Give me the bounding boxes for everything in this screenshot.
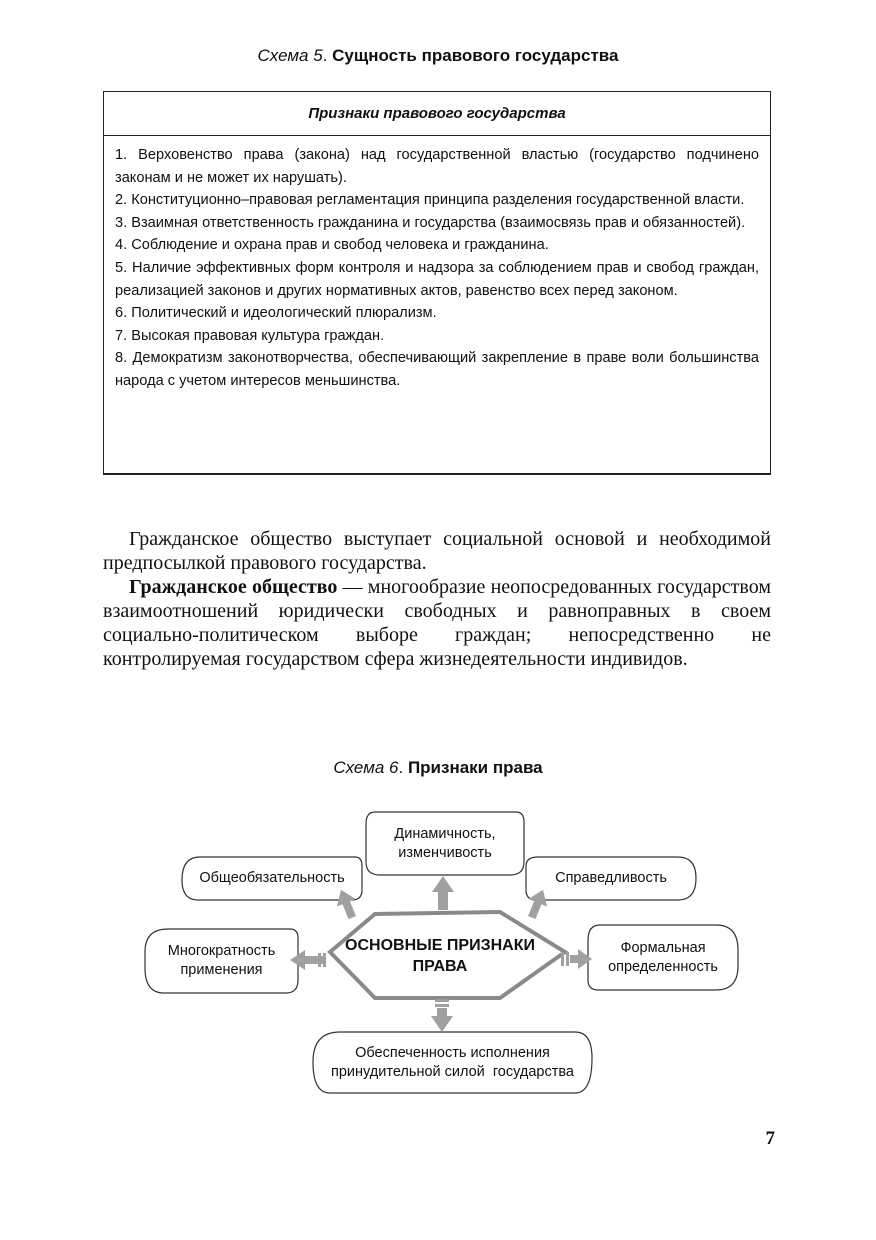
table-body xyxy=(104,136,770,393)
feature-item: 3. Взаимная ответственность гражданина и государства (взаимосвязь прав и обязанностей). xyxy=(115,214,746,231)
scheme6-label: Схема 6 xyxy=(333,758,399,777)
feature-item: 7. Высокая правовая культура граждан. xyxy=(115,327,385,344)
node-bottom-line2: принудительной силой государства xyxy=(331,1064,574,1080)
feature-item: 2. Конституционно–правовая регламентация принципа разделения государственной власти. xyxy=(115,192,745,209)
paragraph-2 xyxy=(103,575,771,671)
scheme5-label: Схема 5 xyxy=(257,46,323,65)
node-right-line2: определенность xyxy=(608,958,718,975)
center-label-line1: ОСНОВНЫЕ ПРИЗНАКИ xyxy=(345,937,535,954)
center-label-line2: ПРАВА xyxy=(412,958,468,975)
node-bottom-line1: Обеспеченность исполнения xyxy=(355,1045,550,1061)
scheme5-sep: . xyxy=(322,46,333,65)
definition-term: Гражданское общество xyxy=(129,576,338,598)
node-upper-left: Общеобязательность xyxy=(199,870,345,886)
node-left-line1: Многократность xyxy=(167,943,276,959)
feature-item: 1. Верховенство права (закона) над государственной властью (государство подчинено законам и не может их нарушать). xyxy=(115,147,759,186)
node-left xyxy=(145,929,298,993)
legal-state-features-table xyxy=(103,91,771,475)
law-features-diagram xyxy=(0,800,876,1100)
node-top-line2: изменчивость xyxy=(398,845,492,861)
node-upper-right: Справедливость xyxy=(555,870,667,886)
definition-text: — многообразие неопосредованных государством взаимоотношений юридически свободных и равноправных в своем социально-политическом выборе граждан; непосредственно не контролируемая государством сфера жизнедеятельности индивидов. xyxy=(103,576,771,670)
node-left-line2: применения xyxy=(180,962,263,978)
feature-item: 6. Политический и идеологический плюрализм. xyxy=(115,305,437,322)
scheme6-caption xyxy=(0,758,876,778)
node-right-line1: Формальная xyxy=(620,939,706,956)
body-text xyxy=(103,527,771,671)
scheme6-sep: . xyxy=(398,758,408,777)
feature-item: 4. Соблюдение и охрана прав и свобод человека и гражданина. xyxy=(115,237,549,254)
scheme6-title: Признаки права xyxy=(407,758,543,777)
table-header: Признаки правового государства xyxy=(104,92,770,136)
scheme5-caption xyxy=(0,46,876,66)
arrow-to-bottom-node xyxy=(431,999,453,1032)
scheme5-title: Сущность правового государства xyxy=(332,46,619,65)
node-right xyxy=(588,925,738,990)
node-bottom xyxy=(313,1034,592,1092)
node-top xyxy=(366,814,524,874)
center-label xyxy=(340,930,540,982)
paragraph-1: Гражданское общество выступает социальной основой и необходимой предпосылкой правового государства. xyxy=(103,528,771,574)
page-number: 7 xyxy=(765,1128,775,1149)
arrow-to-top-node xyxy=(432,876,454,910)
node-top-line1: Динамичность, xyxy=(394,826,496,842)
feature-item: 8. Демократизм законотворчества, обеспечивающий закрепление в праве воли большинства народа с учетом интересов меньшинства. xyxy=(115,350,759,389)
feature-item: 5. Наличие эффективных форм контроля и надзора за соблюдением прав и свобод граждан, реализацией законов и других нормативных актов, равенство всех перед законом. xyxy=(115,259,759,299)
